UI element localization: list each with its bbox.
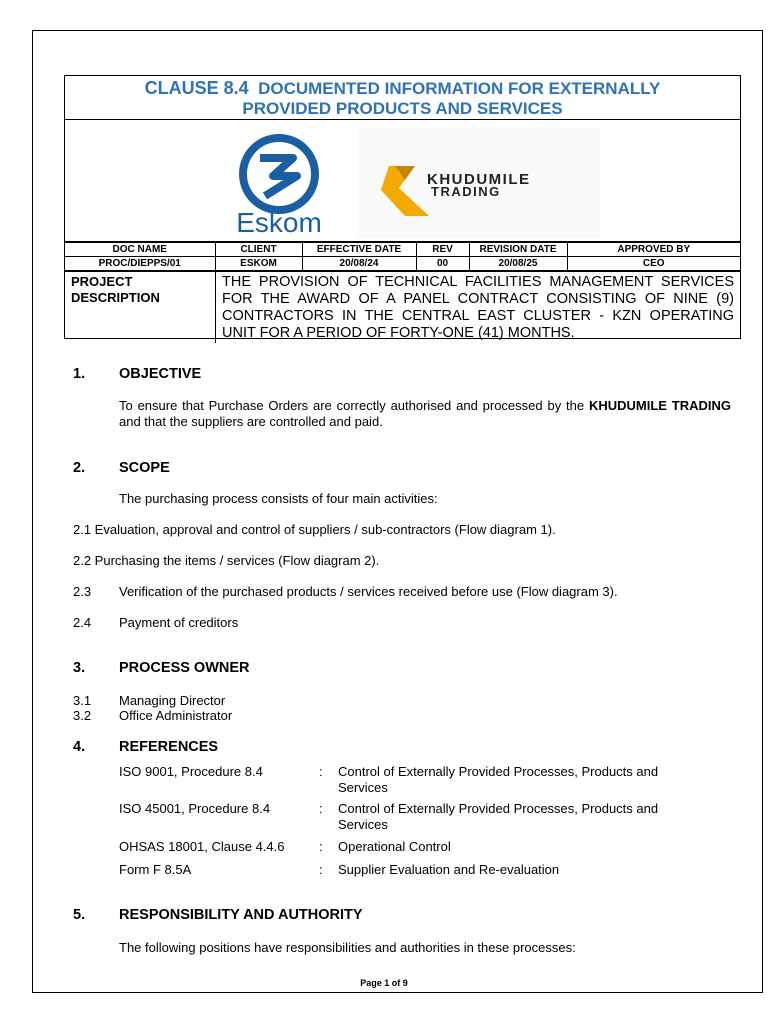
scope-intro: The purchasing process consists of four main activities:: [119, 491, 438, 506]
reference-separator: :: [319, 764, 323, 779]
meta-header-revision-date: REVISION DATE: [469, 243, 567, 257]
objective-company-name: KHUDUMILE TRADING: [588, 398, 732, 413]
meta-rev: 00: [416, 257, 469, 271]
reference-description: Control of Externally Provided Processes, Products and Services: [338, 801, 659, 832]
document-meta-table: [65, 242, 740, 271]
objective-text-part-2: and that the suppliers are controlled and paid.: [119, 414, 383, 429]
reference-source: ISO 45001, Procedure 8.4: [119, 801, 271, 816]
meta-header-client: CLIENT: [215, 243, 302, 257]
item-text: Managing Director: [119, 693, 226, 708]
responsibility-intro: The following positions have responsibilities and authorities in these processes:: [119, 940, 576, 955]
objective-text: [119, 398, 731, 430]
reference-separator: :: [319, 839, 323, 854]
meta-client: ESKOM: [215, 257, 302, 271]
logo-row: [65, 120, 740, 242]
meta-effective-date: 20/08/24: [302, 257, 416, 271]
clause-number: CLAUSE 8.4: [144, 78, 249, 98]
page-number: Page 1 of 9: [360, 978, 408, 988]
section-title: PROCESS OWNER: [119, 660, 250, 676]
meta-header-rev: REV: [416, 243, 469, 257]
project-label-line-1: PROJECT: [71, 274, 133, 289]
project-description-text: THE PROVISION OF TECHNICAL FACILITIES MANAGEMENT SERVICES FOR THE AWARD OF A PANEL CONTRACT CONSISTING OF NINE (9) CONTRACTORS IN THE CENTRAL EAST CLUSTER - KZN OPERATING UNIT FOR A PERIOD OF FORTY-ONE (41) MONTHS.: [215, 272, 740, 343]
section-title: REFERENCES: [119, 739, 219, 755]
document-header: [64, 75, 741, 339]
item-number: 3.2: [73, 708, 92, 723]
meta-header-row: [65, 243, 740, 257]
reference-source: Form F 8.5A: [119, 862, 192, 877]
section-number: 1.: [73, 366, 86, 382]
reference-description: Supplier Evaluation and Re-evaluation: [338, 862, 560, 877]
reference-separator: :: [319, 862, 323, 877]
scope-item-2-2: 2.2 Purchasing the items / services (Flow diagram 2).: [73, 553, 380, 568]
item-text: Payment of creditors: [119, 615, 239, 630]
trading-wordmark: TRADING: [431, 184, 501, 199]
meta-value-row: [65, 257, 740, 271]
eskom-logo: [205, 126, 353, 238]
title-line-1: DOCUMENTED INFORMATION FOR EXTERNALLY: [258, 79, 661, 98]
meta-header-effective-date: EFFECTIVE DATE: [302, 243, 416, 257]
project-description-row: [65, 271, 740, 343]
reference-source: ISO 9001, Procedure 8.4: [119, 764, 263, 779]
khudumile-wordmark: KHUDUMILE: [427, 171, 531, 188]
item-text: Verification of the purchased products / services received before use (Flow diagram 3).: [119, 584, 618, 599]
reference-description: Control of Externally Provided Processes, Products and Services: [338, 764, 659, 795]
meta-revision-date: 20/08/25: [469, 257, 567, 271]
title-line-2: PROVIDED PRODUCTS AND SERVICES: [242, 99, 563, 118]
khudumile-trading-logo: [357, 128, 600, 238]
reference-description: Operational Control: [338, 839, 451, 854]
meta-header-doc-name: DOC NAME: [65, 243, 215, 257]
meta-header-approved-by: APPROVED BY: [567, 243, 740, 257]
item-number: 2.3: [73, 584, 92, 599]
reference-source: OHSAS 18001, Clause 4.4.6: [119, 839, 285, 854]
reference-separator: :: [319, 801, 323, 816]
section-number: 4.: [73, 739, 86, 755]
meta-approved-by: CEO: [567, 257, 740, 271]
section-number: 5.: [73, 907, 86, 923]
item-number: 3.1: [73, 693, 92, 708]
item-number: 2.4: [73, 615, 92, 630]
objective-text-part-1: To ensure that Purchase Orders are correctly authorised and processed by the: [119, 398, 589, 413]
item-text: Office Administrator: [119, 708, 233, 723]
section-number: 3.: [73, 660, 86, 676]
section-title: SCOPE: [119, 460, 170, 476]
project-label-line-2: DESCRIPTION: [71, 290, 160, 305]
meta-doc-name: PROC/DIEPPS/01: [65, 257, 215, 271]
scope-item-2-1: 2.1 Evaluation, approval and control of suppliers / sub-contractors (Flow diagram 1).: [73, 522, 556, 537]
document-title: [65, 76, 740, 120]
section-title: RESPONSIBILITY AND AUTHORITY: [119, 907, 363, 923]
section-number: 2.: [73, 460, 86, 476]
project-description-label: [71, 274, 211, 306]
section-title: OBJECTIVE: [119, 366, 202, 382]
eskom-wordmark: Eskom: [236, 207, 322, 238]
